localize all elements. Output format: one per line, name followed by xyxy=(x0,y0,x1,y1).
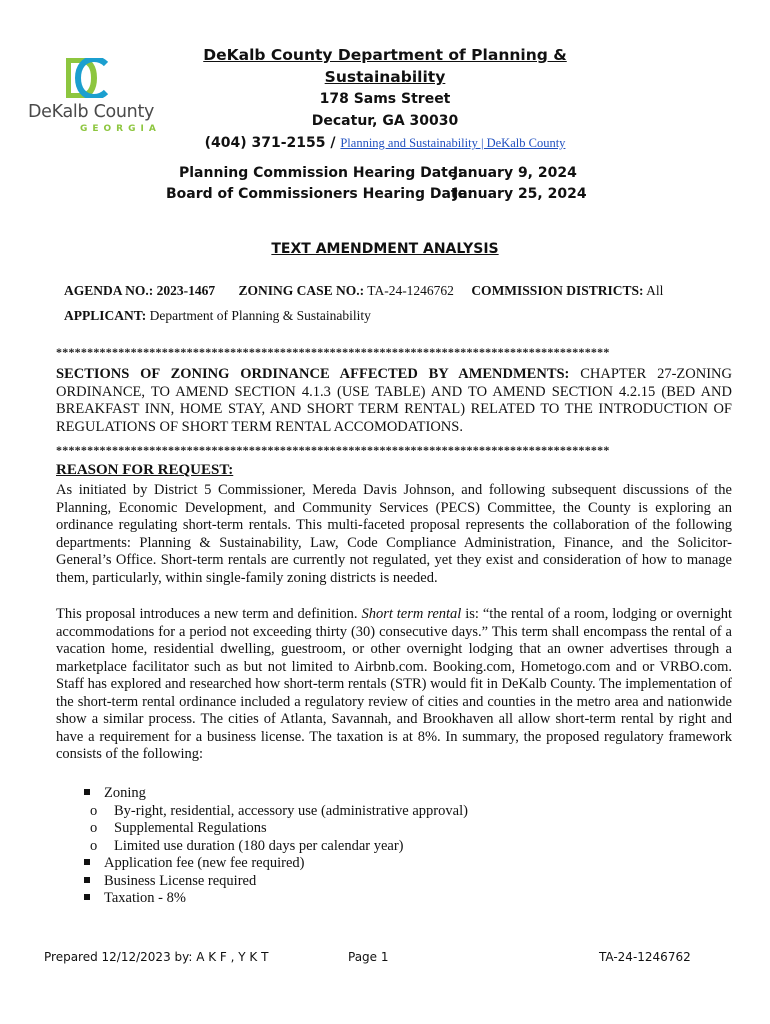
list-item xyxy=(80,785,468,803)
list-item xyxy=(80,855,468,873)
short-term-rental-term: Short term rental xyxy=(361,606,462,622)
street-address: 178 Sams Street xyxy=(319,91,451,107)
list-item-text: Taxation - 8% xyxy=(104,890,186,906)
boc-hearing-label: Board of Commissioners Hearing Date: xyxy=(166,186,473,202)
contact-separator: / xyxy=(330,135,336,151)
department-website-link[interactable]: Planning and Sustainability | DeKalb County xyxy=(340,136,566,150)
list-item xyxy=(80,838,468,856)
footer-case-number: TA-24-1246762 xyxy=(599,950,691,964)
list-item xyxy=(80,873,468,891)
board-commissioners-hearing xyxy=(166,184,587,205)
dekalb-county-logo xyxy=(28,58,161,142)
dc-logo-mark-icon xyxy=(66,58,108,98)
document-title: TEXT AMENDMENT ANALYSIS xyxy=(271,241,499,257)
districts-value: All xyxy=(646,283,664,298)
list-item xyxy=(80,820,468,838)
circle-bullet-icon: o xyxy=(90,820,98,836)
page-number: Page 1 xyxy=(348,950,389,964)
pc-hearing-label: Planning Commission Hearing Date: xyxy=(179,165,463,181)
city-address: Decatur, GA 30030 xyxy=(311,113,459,129)
department-name: DeKalb County Department of Planning & Sustainability xyxy=(203,46,567,86)
square-bullet-icon xyxy=(84,789,90,795)
list-item-text: By-right, residential, accessory use (administrative approval) xyxy=(114,802,468,819)
list-item-text: Limited use duration (180 days per calendar year) xyxy=(114,837,404,854)
zoning-case-value: TA-24-1246762 xyxy=(367,283,454,298)
sections-affected xyxy=(56,366,732,436)
list-item-text: Zoning xyxy=(104,785,146,801)
reason-heading: REASON FOR REQUEST: xyxy=(56,462,234,478)
boc-hearing-date: January 25, 2024 xyxy=(453,186,587,202)
para2-rest: is: “the rental of a room, lodging or overnight accommodations for a period not exceeding thirty (30) consecutive days.” This term shall encompass the rental of a vacation home, residential dwelling, guestroom, or other overnight lodging that an owner advertises through a marketplace facilitator such as but not limited to Airbnb.com. Booking.com, Hometogo.com and or VRBO.com. Staff has explored and researched how short-term rentals (STR) would fit in DeKalb County. The implementation of the short-term rental ordinance included a regulatory review of cities and counties in the metro area and nationwide show a similar process. The cities of Atlanta, Savannah, and Brookhaven all allow short-term rental by right and have a requirement for a business license. The taxation is at 8%. In summary, the proposed regulatory framework consists of the following: xyxy=(56,606,733,762)
prepared-by: Prepared 12/12/2023 by: A K F , Y K T xyxy=(44,950,269,964)
list-item-text: Business License required xyxy=(104,872,257,889)
planning-commission-hearing xyxy=(166,163,587,184)
separator-stars-bottom: ***************************************************************************************** xyxy=(56,443,610,457)
separator-stars-top: ***************************************************************************************** xyxy=(56,345,610,359)
sections-heading: SECTIONS OF ZONING ORDINANCE AFFECTED BY AMENDMENTS: xyxy=(56,366,570,382)
list-item-text: Supplemental Regulations xyxy=(114,820,267,836)
circle-bullet-icon: o xyxy=(90,837,98,854)
applicant-label: APPLICANT: xyxy=(64,308,147,323)
sections-text: CHAPTER 27-ZONING ORDINANCE, TO AMEND SECTION 4.1.3 (USE TABLE) AND TO AMEND SECTION 4.2.15 (BED AND BREAKFAST INN, HOME STAY, AND SHORT TERM RENTAL) RELATED TO THE INTRODUCTION OF REGULATIONS OF SHORT TERM RENTAL ACCOMODATIONS. xyxy=(56,366,733,435)
case-info-line xyxy=(64,283,663,299)
circle-bullet-icon: o xyxy=(90,802,98,819)
reason-paragraph-1: As initiated by District 5 Commissioner, Mereda Davis Johnson, and following subsequent discussions of the Planning, Economic Development, and Community Services (PECS) Committee, the County is exploring an ordinance regulating short-term rentals. This multi-faceted proposal represents the collaboration of the following departments: Planning & Sustainability, Law, Code Compliance Administration, Finance, and the Solicitor-General’s Office. Short-term rentals are currently not regulated, yet they exist and consideration of how to manage them, particularly, within single-family zoning districts is needed. xyxy=(56,482,732,586)
square-bullet-icon xyxy=(84,894,90,900)
zoning-case-label: ZONING CASE NO.: xyxy=(238,283,365,298)
list-item-text: Application fee (new fee required) xyxy=(104,855,305,871)
regulatory-framework-list xyxy=(80,785,468,908)
list-item xyxy=(80,890,468,908)
list-item xyxy=(80,803,468,821)
square-bullet-icon xyxy=(84,877,90,883)
letterhead xyxy=(150,44,620,154)
para2-start: This proposal introduces a new term and definition. xyxy=(56,606,358,622)
reason-paragraph-2 xyxy=(56,606,732,764)
agenda-number: AGENDA NO.: 2023-1467 xyxy=(64,283,216,298)
contact-line xyxy=(150,132,620,154)
logo-state-name: GEORGIA xyxy=(80,124,161,134)
districts-label: COMMISSION DISTRICTS: xyxy=(471,283,644,298)
applicant-line xyxy=(64,308,371,324)
square-bullet-icon xyxy=(84,859,90,865)
applicant-value: Department of Planning & Sustainability xyxy=(149,308,371,323)
pc-hearing-date: January 9, 2024 xyxy=(453,165,577,181)
phone-number: (404) 371-2155 xyxy=(204,135,326,151)
logo-county-name: DeKalb County xyxy=(28,102,155,122)
hearing-dates xyxy=(166,163,587,205)
